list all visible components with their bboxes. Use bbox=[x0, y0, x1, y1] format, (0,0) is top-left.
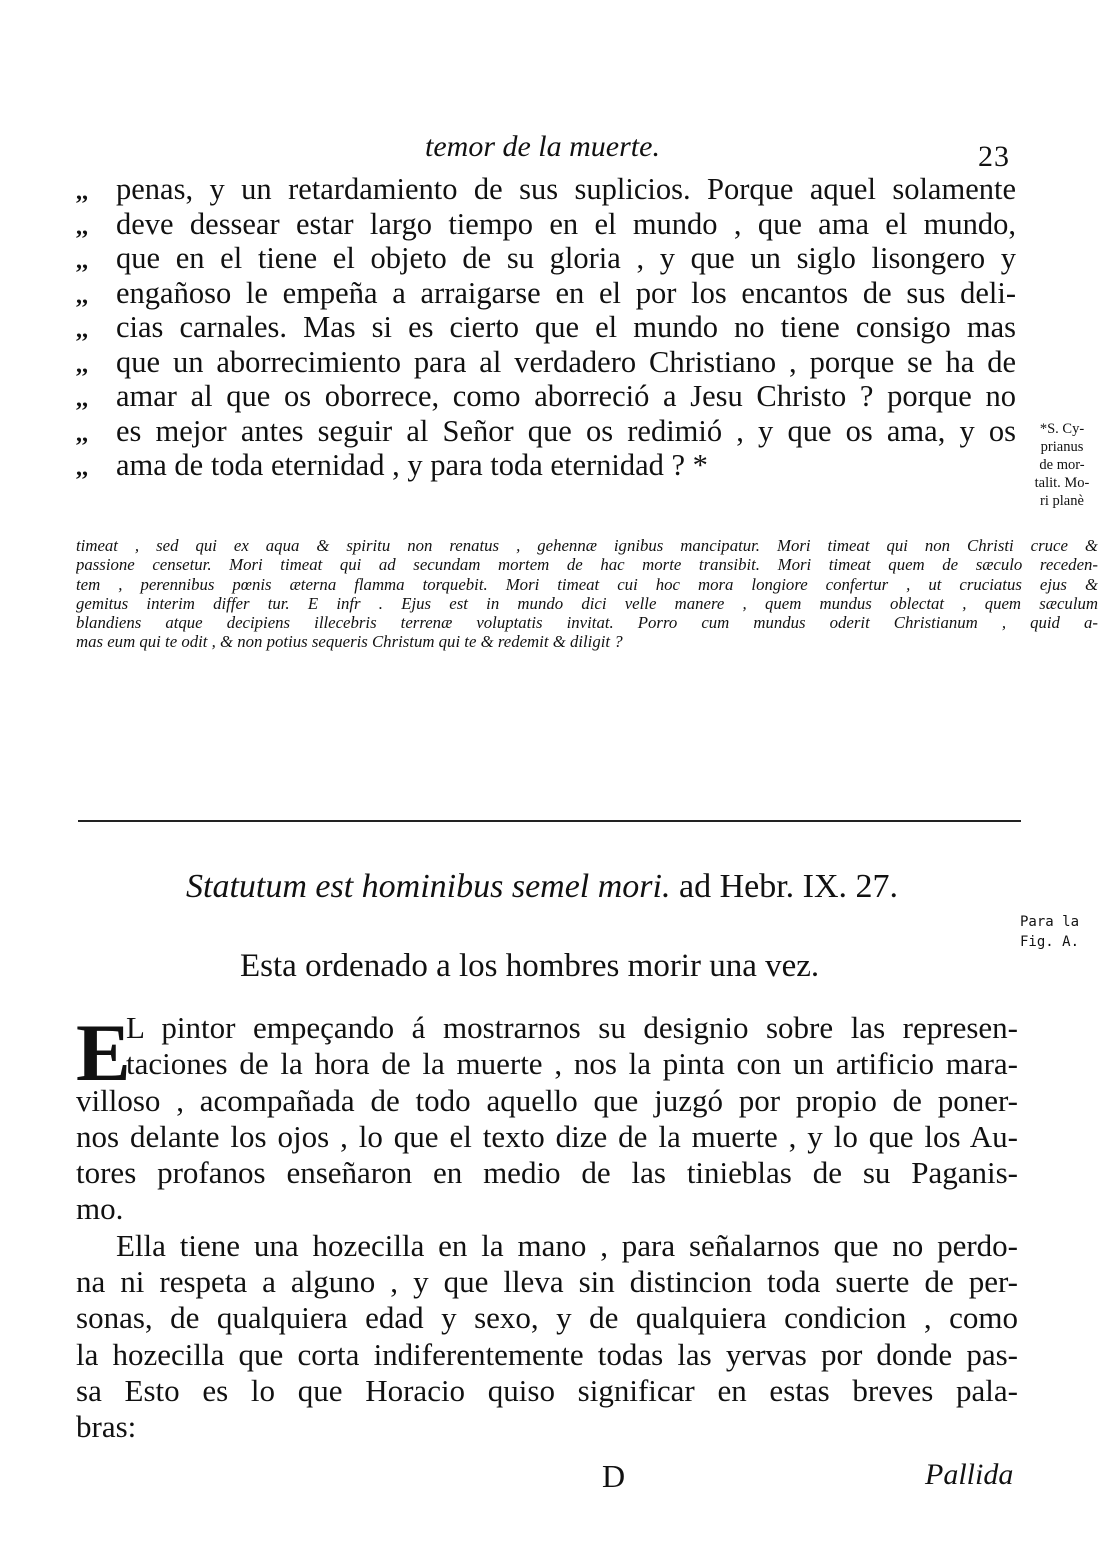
latin-footnote bbox=[76, 536, 1098, 652]
footnote-line: tem , perennibus pœnis æterna flamma torquebit. Mori timeat cui hoc mora longiore confertur , ut cruciatus ejus & bbox=[76, 574, 1098, 594]
quote-line: ,, cias carnales. Mas si es cierto que el mundo no tiene consigo mas bbox=[76, 310, 1016, 345]
margin-note-figure: Para la Fig. A. bbox=[1020, 914, 1080, 950]
quote-line: ,, engañoso le empeña a arraigarse en el por los encantos de sus deli- bbox=[76, 276, 1016, 311]
body-line: L pintor empeçando á mostrarnos su designio sobre las represen- bbox=[126, 1010, 1018, 1045]
quote-mark: ,, bbox=[76, 213, 88, 240]
scripture-translation: Esta ordenado a los hombres morir una vez. bbox=[240, 948, 820, 984]
page-number: 23 bbox=[978, 140, 1010, 173]
quote-line: ,, ama de toda eternidad , y para toda eternidad ? * bbox=[76, 448, 1016, 483]
scripture-reference: ad Hebr. IX. 27. bbox=[670, 868, 899, 905]
body-line: la hozecilla que corta indiferentemente todas las yervas por donde pas- bbox=[76, 1336, 1018, 1372]
margin-note-cyprian: *S. Cy- prianus de mor- talit. Mo- ri planè bbox=[1034, 421, 1090, 509]
quote-mark: ,, bbox=[76, 455, 88, 481]
quote-line: ,, que en el tiene el objeto de su gloria , y que un siglo lisongero y bbox=[76, 241, 1016, 276]
quote-mark: ,, bbox=[76, 248, 88, 274]
quote-mark: ,, bbox=[76, 179, 88, 205]
quote-line: ,, amar al que os oborrece, como aborreció a Jesu Christo ? porque no bbox=[76, 379, 1016, 414]
footnote-line: mas eum qui te odit , & non potius sequeris Christum qui te & redemit & diligit ? bbox=[76, 632, 623, 652]
body-line: sa Esto es lo que Horacio quiso significar en estas breves pala- bbox=[76, 1372, 1018, 1408]
drop-cap: E bbox=[76, 1007, 131, 1098]
body-line: tores profanos enseñaron en medio de las tinieblas de su Paganis- bbox=[76, 1155, 1018, 1191]
footnote-line: blandiens atque decipiens illecebris terrenæ voluptatis invitat. Porro cum mundus oderit Christianum , quid a- bbox=[76, 613, 1098, 633]
footnote-line: passione censetur. Mori timeat qui ad secundam mortem de hac morte transibit. Mori timeat quem de sæculo receden- bbox=[76, 555, 1098, 575]
body-line: villoso , acompañada de todo aquello que juzgó por propio de poner- bbox=[76, 1082, 1018, 1118]
quote-mark: ,, bbox=[76, 386, 88, 412]
quote-mark: ,, bbox=[76, 282, 88, 309]
signature-mark: D bbox=[602, 1458, 626, 1494]
catchword: Pallida bbox=[925, 1458, 1014, 1491]
footnote-line: timeat , sed qui ex aqua & spiritu non renatus , gehennæ ignibus mancipatur. Mori timeat qui non Christi cruce & bbox=[76, 536, 1098, 555]
quote-mark: ,, bbox=[76, 317, 88, 343]
quoted-passage bbox=[76, 172, 1016, 483]
footnote-line: gemitus interim differ tur. E infr . Ejus est in mundo dici velle manere , quem mundus oblectat , quem sæculum bbox=[76, 593, 1098, 613]
body-line: nos delante los ojos , lo que el texto dize de la muerte , y lo que los Au- bbox=[76, 1118, 1018, 1154]
quote-line: ,, es mejor antes seguir al Señor que os redimió , y que os ama, y os bbox=[76, 414, 1016, 449]
quote-line: ,, deve dessear estar largo tiempo en el mundo , que ama el mundo, bbox=[76, 207, 1016, 242]
body-line: sonas, de qualquiera edad y sexo, y de qualquiera condicion , como bbox=[76, 1300, 1018, 1336]
quote-line: ,, que un aborrecimiento para al verdadero Christiano , porque se ha de bbox=[76, 345, 1016, 380]
scripture-heading bbox=[186, 868, 898, 906]
body-line: Ella tiene una hozecilla en la mano , para señalarnos que no perdo- bbox=[116, 1227, 1018, 1263]
section-divider bbox=[78, 820, 1021, 822]
quote-line: ,, penas, y un retardamiento de sus suplicios. Porque aquel solamente bbox=[76, 172, 1016, 207]
running-head: temor de la muerte. bbox=[425, 130, 660, 163]
quote-mark: ,, bbox=[76, 420, 88, 447]
body-line: taciones de la hora de la muerte , nos la pinta con un artificio mara- bbox=[126, 1046, 1018, 1082]
quote-mark: ,, bbox=[76, 351, 88, 378]
body-line: mo. bbox=[76, 1191, 124, 1227]
body-line: bras: bbox=[76, 1409, 137, 1445]
body-text bbox=[76, 1007, 1018, 1446]
scripture-latin: Statutum est hominibus semel mori. bbox=[186, 868, 671, 905]
body-line: na ni respeta a alguno , y que lleva sin distincion toda suerte de per- bbox=[76, 1264, 1018, 1300]
